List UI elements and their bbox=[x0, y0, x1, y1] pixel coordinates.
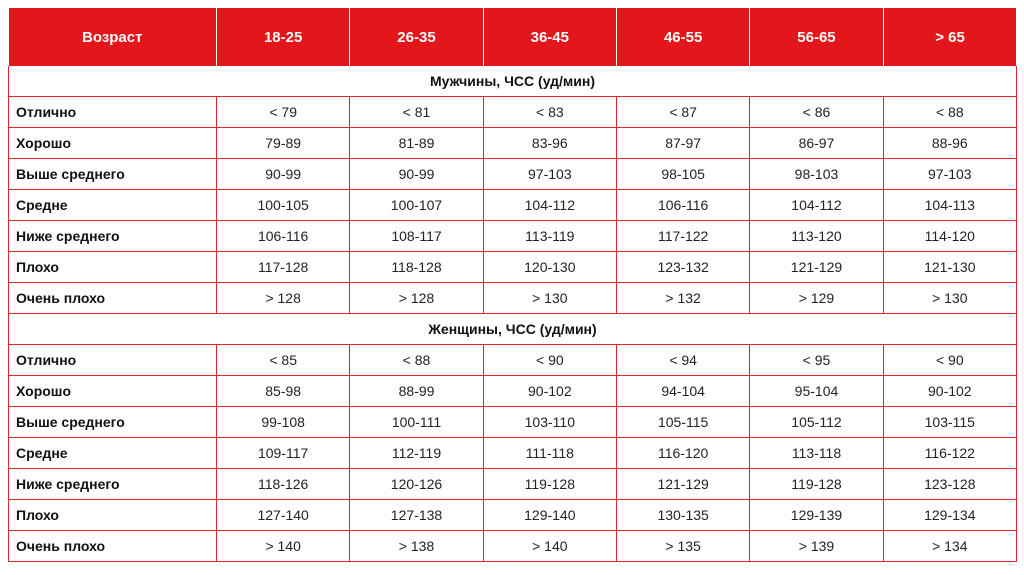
table-cell: > 135 bbox=[616, 531, 749, 562]
table-cell: 116-122 bbox=[883, 438, 1016, 469]
table-cell: < 95 bbox=[750, 345, 883, 376]
table-cell: 111-118 bbox=[483, 438, 616, 469]
table-cell: 112-119 bbox=[350, 438, 483, 469]
row-label: Отлично bbox=[9, 345, 217, 376]
table-cell: 97-103 bbox=[483, 159, 616, 190]
table-cell: 90-102 bbox=[883, 376, 1016, 407]
row-label: Средне bbox=[9, 438, 217, 469]
table-cell: 100-111 bbox=[350, 407, 483, 438]
section-title: Мужчины, ЧСС (уд/мин) bbox=[9, 66, 1017, 97]
table-cell: 119-128 bbox=[483, 469, 616, 500]
section-row bbox=[9, 66, 1017, 97]
table-cell: 121-129 bbox=[616, 469, 749, 500]
table-cell: > 128 bbox=[350, 283, 483, 314]
table-cell: 113-120 bbox=[750, 221, 883, 252]
table-cell: 104-113 bbox=[883, 190, 1016, 221]
row-label: Средне bbox=[9, 190, 217, 221]
table-cell: 95-104 bbox=[750, 376, 883, 407]
section-title: Женщины, ЧСС (уд/мин) bbox=[9, 314, 1017, 345]
table-cell: 99-108 bbox=[217, 407, 350, 438]
row-label: Хорошо bbox=[9, 128, 217, 159]
table-row bbox=[9, 438, 1017, 469]
row-label: Ниже среднего bbox=[9, 469, 217, 500]
header-age-group: > 65 bbox=[883, 8, 1016, 66]
table-cell: 88-99 bbox=[350, 376, 483, 407]
table-cell: 81-89 bbox=[350, 128, 483, 159]
table-cell: < 90 bbox=[883, 345, 1016, 376]
table-cell: 123-132 bbox=[616, 252, 749, 283]
table-cell: < 83 bbox=[483, 97, 616, 128]
heart-rate-table-container bbox=[8, 8, 1016, 562]
table-cell: 127-138 bbox=[350, 500, 483, 531]
table-cell: 123-128 bbox=[883, 469, 1016, 500]
table-cell: 104-112 bbox=[750, 190, 883, 221]
table-cell: 106-116 bbox=[217, 221, 350, 252]
table-row bbox=[9, 159, 1017, 190]
header-age-group: 36-45 bbox=[483, 8, 616, 66]
table-row bbox=[9, 97, 1017, 128]
table-cell: 88-96 bbox=[883, 128, 1016, 159]
row-label: Отлично bbox=[9, 97, 217, 128]
table-cell: 100-105 bbox=[217, 190, 350, 221]
table-cell: < 81 bbox=[350, 97, 483, 128]
table-cell: 114-120 bbox=[883, 221, 1016, 252]
table-cell: 119-128 bbox=[750, 469, 883, 500]
table-cell: > 139 bbox=[750, 531, 883, 562]
table-cell: 129-134 bbox=[883, 500, 1016, 531]
row-label: Хорошо bbox=[9, 376, 217, 407]
table-cell: 117-122 bbox=[616, 221, 749, 252]
section-row bbox=[9, 314, 1017, 345]
table-cell: 98-103 bbox=[750, 159, 883, 190]
table-cell: 90-102 bbox=[483, 376, 616, 407]
table-cell: < 79 bbox=[217, 97, 350, 128]
header-age: Возраст bbox=[9, 8, 217, 66]
table-row bbox=[9, 376, 1017, 407]
row-label: Очень плохо bbox=[9, 283, 217, 314]
table-row bbox=[9, 283, 1017, 314]
table-cell: 85-98 bbox=[217, 376, 350, 407]
table-cell: 103-115 bbox=[883, 407, 1016, 438]
table-cell: 79-89 bbox=[217, 128, 350, 159]
row-label: Плохо bbox=[9, 252, 217, 283]
table-cell: < 87 bbox=[616, 97, 749, 128]
table-cell: 120-126 bbox=[350, 469, 483, 500]
table-body bbox=[9, 66, 1017, 562]
table-header-row bbox=[9, 8, 1017, 66]
table-cell: 120-130 bbox=[483, 252, 616, 283]
table-cell: 129-139 bbox=[750, 500, 883, 531]
table-cell: 109-117 bbox=[217, 438, 350, 469]
table-cell: > 140 bbox=[217, 531, 350, 562]
table-row bbox=[9, 345, 1017, 376]
row-label: Плохо bbox=[9, 500, 217, 531]
header-age-group: 18-25 bbox=[217, 8, 350, 66]
table-cell: 113-119 bbox=[483, 221, 616, 252]
table-cell: < 88 bbox=[350, 345, 483, 376]
table-cell: 121-129 bbox=[750, 252, 883, 283]
table-cell: 117-128 bbox=[217, 252, 350, 283]
table-cell: > 129 bbox=[750, 283, 883, 314]
table-row bbox=[9, 221, 1017, 252]
table-cell: 87-97 bbox=[616, 128, 749, 159]
table-cell: > 132 bbox=[616, 283, 749, 314]
header-age-group: 26-35 bbox=[350, 8, 483, 66]
table-row bbox=[9, 190, 1017, 221]
table-cell: > 130 bbox=[483, 283, 616, 314]
table-cell: < 86 bbox=[750, 97, 883, 128]
table-row bbox=[9, 407, 1017, 438]
table-cell: 90-99 bbox=[350, 159, 483, 190]
table-cell: 113-118 bbox=[750, 438, 883, 469]
table-cell: 121-130 bbox=[883, 252, 1016, 283]
table-cell: 83-96 bbox=[483, 128, 616, 159]
table-cell: 94-104 bbox=[616, 376, 749, 407]
table-cell: 103-110 bbox=[483, 407, 616, 438]
table-cell: 130-135 bbox=[616, 500, 749, 531]
table-cell: 116-120 bbox=[616, 438, 749, 469]
table-cell: < 90 bbox=[483, 345, 616, 376]
table-cell: < 94 bbox=[616, 345, 749, 376]
table-cell: 106-116 bbox=[616, 190, 749, 221]
table-cell: 97-103 bbox=[883, 159, 1016, 190]
table-cell: 127-140 bbox=[217, 500, 350, 531]
header-age-group: 46-55 bbox=[616, 8, 749, 66]
table-cell: < 88 bbox=[883, 97, 1016, 128]
table-cell: 100-107 bbox=[350, 190, 483, 221]
row-label: Очень плохо bbox=[9, 531, 217, 562]
table-cell: 86-97 bbox=[750, 128, 883, 159]
table-cell: 108-117 bbox=[350, 221, 483, 252]
header-age-group: 56-65 bbox=[750, 8, 883, 66]
table-cell: 98-105 bbox=[616, 159, 749, 190]
table-cell: > 128 bbox=[217, 283, 350, 314]
row-label: Выше среднего bbox=[9, 407, 217, 438]
table-row bbox=[9, 531, 1017, 562]
table-cell: < 85 bbox=[217, 345, 350, 376]
row-label: Ниже среднего bbox=[9, 221, 217, 252]
row-label: Выше среднего bbox=[9, 159, 217, 190]
heart-rate-table bbox=[8, 8, 1017, 562]
table-row bbox=[9, 500, 1017, 531]
table-row bbox=[9, 469, 1017, 500]
table-cell: 118-128 bbox=[350, 252, 483, 283]
table-cell: 118-126 bbox=[217, 469, 350, 500]
table-cell: 90-99 bbox=[217, 159, 350, 190]
table-cell: > 140 bbox=[483, 531, 616, 562]
table-cell: > 138 bbox=[350, 531, 483, 562]
table-row bbox=[9, 252, 1017, 283]
table-row bbox=[9, 128, 1017, 159]
table-cell: > 130 bbox=[883, 283, 1016, 314]
table-cell: > 134 bbox=[883, 531, 1016, 562]
table-cell: 105-112 bbox=[750, 407, 883, 438]
table-cell: 129-140 bbox=[483, 500, 616, 531]
table-cell: 104-112 bbox=[483, 190, 616, 221]
table-cell: 105-115 bbox=[616, 407, 749, 438]
